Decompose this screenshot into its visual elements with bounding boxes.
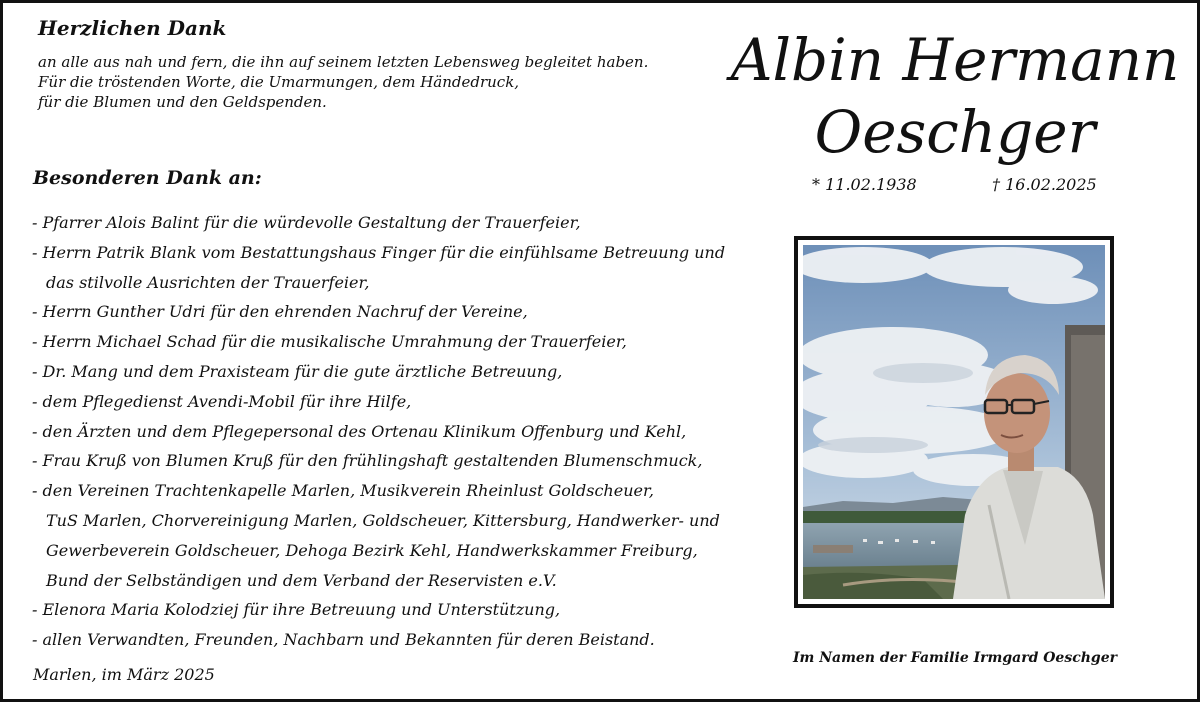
thanks-line: - Herrn Michael Schad für die musikalische Umrahmung der Trauerfeier, [32, 332, 627, 352]
intro-text [38, 52, 648, 112]
thanks-line-continued: Gewerbeverein Goldscheuer, Dehoga Bezirk Kehl, Handwerkskammer Freiburg, [46, 540, 698, 560]
birth-date: * 11.02.1938 [812, 175, 917, 194]
intro-line: an alle aus nah und fern, die ihn auf seinem letzten Lebensweg begleitet haben. [38, 53, 649, 71]
thanks-line: - den Ärzten und dem Pflegepersonal des Ortenau Klinikum Offenburg und Kehl, [32, 421, 687, 441]
portrait-frame [794, 236, 1114, 608]
death-date: † 16.02.2025 [992, 175, 1097, 194]
thanks-line: - Herrn Patrik Blank vom Bestattungshaus Finger für die einfühlsame Betreuung und [32, 242, 726, 262]
thanks-line: - Herrn Gunther Udri für den ehrenden Nachruf der Vereine, [32, 302, 528, 322]
intro-line: Für die tröstenden Worte, die Umarmungen, dem Händedruck, [38, 73, 520, 91]
thanks-list [32, 208, 725, 655]
deceased-name-line2: Oeschger [814, 98, 1096, 166]
thanks-line: - allen Verwandten, Freunden, Nachbarn und Bekannten für deren Beistand. [32, 630, 655, 650]
thanks-line: - Dr. Mang und dem Praxisteam für die gute ärztliche Betreuung, [32, 361, 563, 381]
thanks-line: - Frau Kruß von Blumen Kruß für den frühlingshaft gestaltenden Blumenschmuck, [32, 451, 703, 471]
thanks-line-continued: TuS Marlen, Chorvereinigung Marlen, Goldscheuer, Kittersburg, Handwerker- und [46, 510, 720, 530]
family-signature: Im Namen der Familie Irmgard Oeschger [792, 650, 1118, 666]
thanks-line-continued: das stilvolle Ausrichten der Trauerfeier, [46, 272, 370, 292]
deceased-name-line1: Albin Hermann [730, 26, 1180, 94]
portrait-photo [803, 245, 1105, 599]
thanks-line: - Pfarrer Alois Balint für die würdevolle Gestaltung der Trauerfeier, [32, 213, 581, 232]
place-date: Marlen, im März 2025 [33, 665, 215, 684]
thanks-line: - Elenora Maria Kolodziej für ihre Betreuung und Unterstützung, [32, 600, 561, 620]
thanks-line-continued: Bund der Selbständigen und dem Verband der Reservisten e.V. [46, 570, 557, 590]
thanks-line: - den Vereinen Trachtenkapelle Marlen, Musikverein Rheinlust Goldscheuer, [32, 481, 654, 501]
intro-line: für die Blumen und den Geldspenden. [38, 93, 327, 111]
thanks-line: - dem Pflegedienst Avendi-Mobil für ihre Hilfe, [32, 391, 412, 411]
heading-thanks: Herzlichen Dank [38, 16, 227, 40]
heading-special-thanks: Besonderen Dank an: [33, 167, 262, 189]
